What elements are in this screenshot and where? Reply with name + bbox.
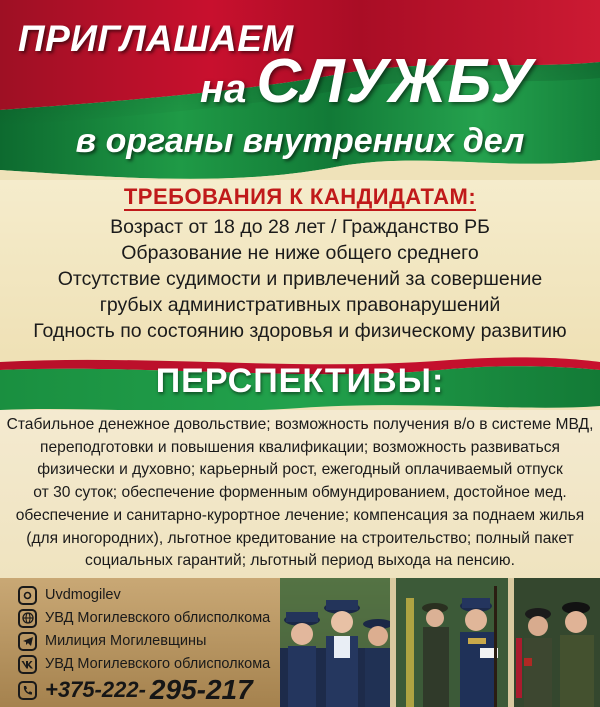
requirements-title-text: ТРЕБОВАНИЯ К КАНДИДАТАМ:	[123, 184, 477, 209]
perspective-line: обеспечение и санитарно-курортное лечение; компенсация за поднаем жилья	[15, 506, 585, 524]
perspectives-text	[0, 410, 600, 578]
requirements-title	[0, 184, 600, 210]
perspective-line: Стабильное денежное довольствие; возможность получения в/о в системе МВД,	[6, 416, 594, 433]
requirements-section	[0, 180, 600, 355]
headline-organs: в органы внутренних дел	[75, 122, 525, 160]
requirement-item: Годность по состоянию здоровья и физическому развитию	[33, 320, 567, 342]
headline-service	[200, 46, 534, 117]
headline-service-main: СЛУЖБУ	[256, 47, 534, 116]
perspective-line: переподготовки и повышения квалификации; возможность развиваться	[40, 438, 560, 456]
contact-instagram[interactable]	[18, 584, 121, 606]
contact-vk[interactable]	[18, 653, 270, 675]
contact-telegram[interactable]	[18, 630, 206, 652]
telegram-icon	[18, 632, 37, 651]
requirement-item: Отсутствие судимости и привлечений за совершение	[57, 268, 543, 290]
perspectives-title: ПЕРСПЕКТИВЫ:	[155, 362, 445, 400]
contacts-panel	[0, 578, 280, 707]
headline-service-prefix: на	[200, 67, 247, 111]
phone-prefix: +375-222-	[45, 677, 146, 702]
cadets-illustration	[280, 578, 600, 707]
cadets-photo	[280, 578, 600, 707]
contact-website-label: УВД Могилевского облисполкома	[45, 610, 271, 626]
phone-number: 295-217	[149, 674, 253, 705]
vk-icon	[18, 655, 37, 674]
perspective-line: (для иногородних), льготное кредитование на строительство; полный пакет	[26, 529, 574, 547]
contact-vk-label: УВД Могилевского облисполкома	[45, 656, 271, 672]
perspective-line: социальных гарантий; льготный период выхода на пенсию.	[85, 552, 515, 570]
requirement-item: Образование не ниже общего среднего	[121, 242, 479, 264]
perspective-line: физически и духовно; карьерный рост, ежегодный оплачиваемый отпуск	[37, 461, 563, 479]
globe-icon	[18, 609, 37, 628]
headline-invite: ПРИГЛАШАЕМ	[18, 18, 294, 59]
contact-phone[interactable]	[18, 674, 253, 706]
requirement-item: Возраст от 18 до 28 лет / Гражданство РБ	[110, 216, 490, 238]
instagram-icon	[18, 586, 37, 605]
perspective-line: от 30 суток; обеспечение форменным обмундированием, достойное мед.	[33, 484, 567, 502]
phone-icon	[18, 681, 37, 700]
contact-instagram-label: Uvdmogilev	[45, 587, 121, 603]
requirement-item: грубых административных правонарушений	[99, 294, 501, 316]
contact-website[interactable]	[18, 607, 270, 629]
contact-telegram-label: Милиция Могилевщины	[45, 633, 207, 649]
requirements-list	[0, 214, 600, 344]
